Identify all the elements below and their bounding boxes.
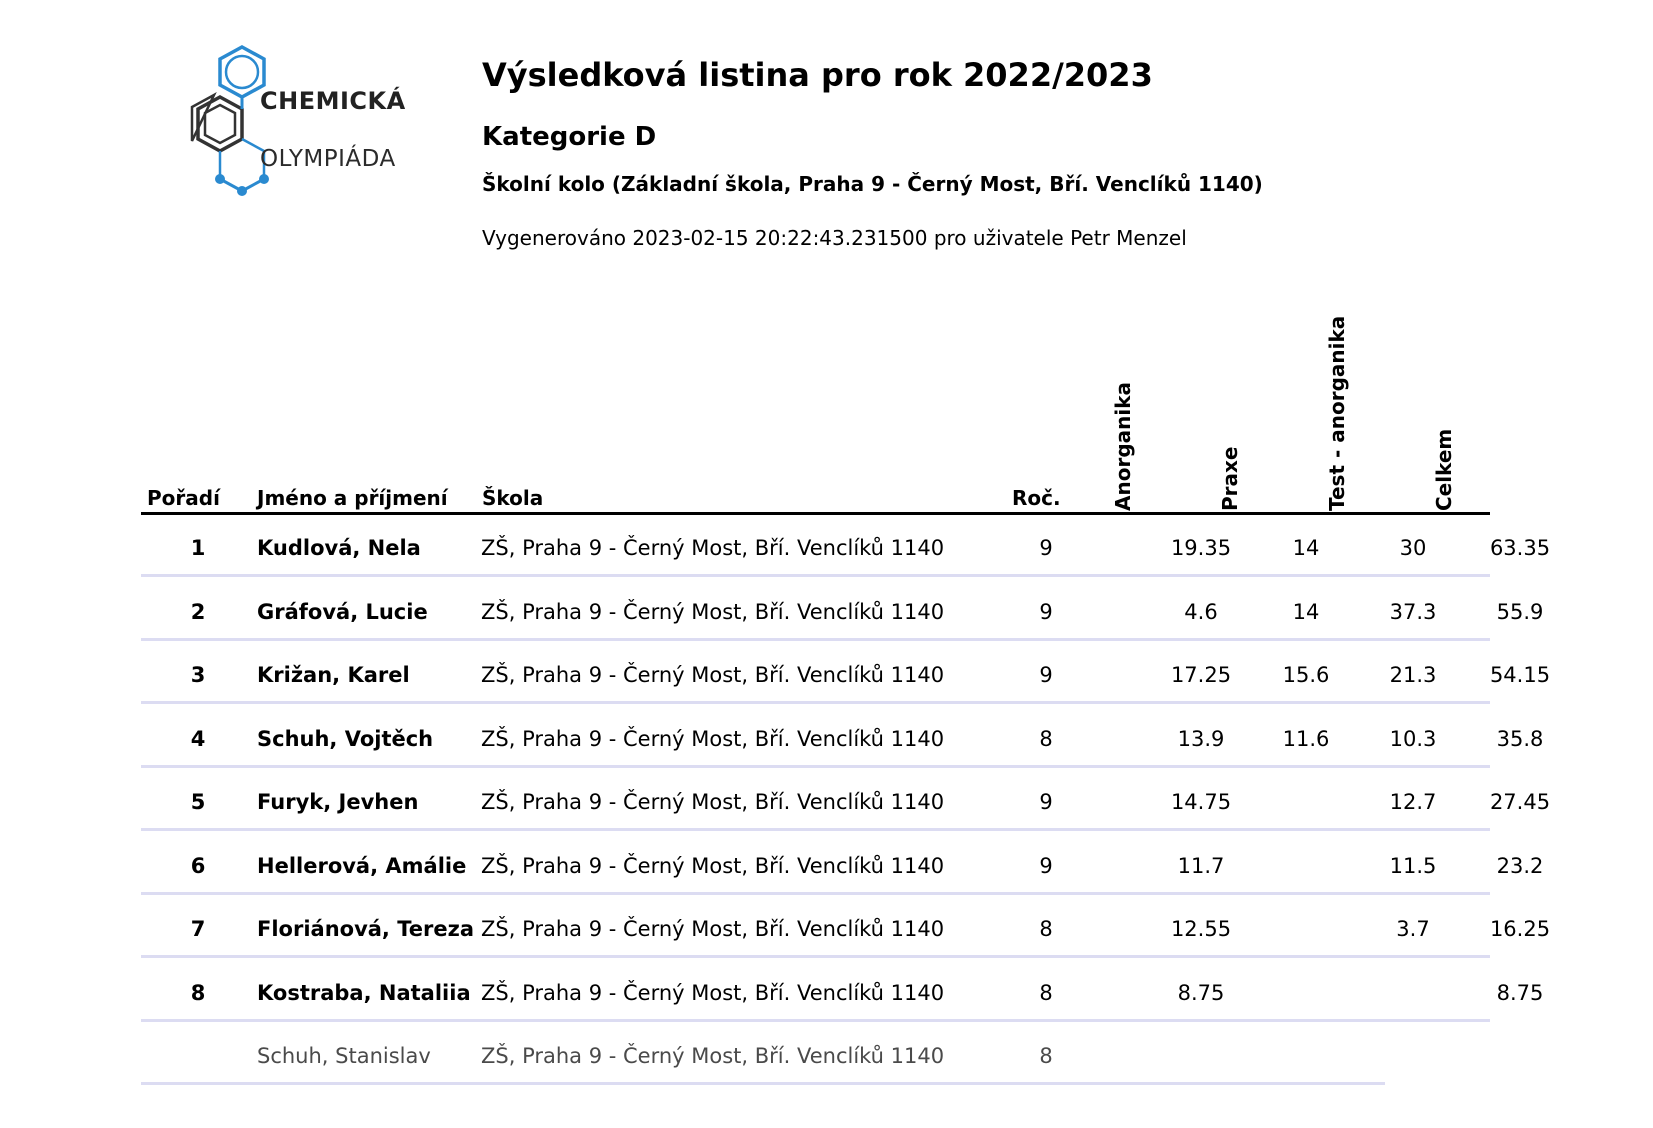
cell-test: 12.7 bbox=[1389, 790, 1437, 814]
row-divider bbox=[141, 1082, 1385, 1085]
cell-school: ZŠ, Praha 9 - Černý Most, Bří. Venclíků 1140 bbox=[481, 980, 945, 1005]
cell-year: 8 bbox=[1039, 917, 1053, 941]
table-row bbox=[141, 895, 1551, 958]
table-row bbox=[141, 768, 1551, 831]
header-praxe: Praxe bbox=[1218, 446, 1242, 511]
cell-anorganika: 11.7 bbox=[1177, 853, 1225, 878]
cell-anorganika: 12.55 bbox=[1170, 917, 1232, 941]
cell-name: Gráfová, Lucie bbox=[257, 599, 428, 624]
cell-anorganika: 17.25 bbox=[1170, 663, 1232, 687]
cell-test: 37.3 bbox=[1389, 599, 1437, 624]
cell-total: 55.9 bbox=[1496, 599, 1544, 624]
cell-total: 27.45 bbox=[1489, 790, 1551, 814]
cell-praxe: 14 bbox=[1292, 599, 1320, 624]
cell-test: 11.5 bbox=[1389, 853, 1437, 878]
cell-name: Kudlová, Nela bbox=[257, 536, 421, 560]
cell-school: ZŠ, Praha 9 - Černý Most, Bří. Venclíků 1140 bbox=[481, 536, 945, 560]
table-row bbox=[141, 641, 1551, 704]
cell-year: 9 bbox=[1039, 536, 1053, 560]
cell-rank: 5 bbox=[190, 790, 206, 814]
cell-anorganika: 19.35 bbox=[1170, 536, 1232, 560]
cell-name: Hellerová, Amálie bbox=[257, 853, 467, 878]
cell-name: Križan, Karel bbox=[257, 663, 410, 687]
cell-name: Furyk, Jevhen bbox=[257, 790, 419, 814]
cell-rank: 7 bbox=[190, 917, 206, 941]
cell-praxe: 11.6 bbox=[1282, 726, 1330, 751]
cell-year: 8 bbox=[1039, 980, 1053, 1005]
cell-total: 23.2 bbox=[1496, 853, 1544, 878]
page-title: Výsledková listina pro rok 2022/2023 bbox=[482, 56, 1153, 94]
cell-anorganika: 14.75 bbox=[1170, 790, 1232, 814]
cell-school: ZŠ, Praha 9 - Černý Most, Bří. Venclíků 1140 bbox=[481, 1044, 945, 1068]
cell-rank: 3 bbox=[190, 663, 206, 687]
cell-rank: 1 bbox=[190, 536, 206, 560]
cell-total: 54.15 bbox=[1489, 663, 1551, 687]
cell-year: 9 bbox=[1039, 599, 1053, 624]
header-rank: Pořadí bbox=[147, 486, 220, 510]
cell-school: ZŠ, Praha 9 - Černý Most, Bří. Venclíků 1140 bbox=[481, 853, 945, 878]
cell-year: 9 bbox=[1039, 790, 1053, 814]
category-heading: Kategorie D bbox=[482, 122, 657, 152]
cell-total: 35.8 bbox=[1496, 726, 1544, 751]
cell-test: 30 bbox=[1399, 536, 1427, 560]
table-row bbox=[141, 959, 1544, 1022]
cell-name: Schuh, Vojtěch bbox=[257, 726, 434, 751]
chemicka-olympiada-logo bbox=[178, 45, 418, 220]
table-row bbox=[141, 1022, 1490, 1085]
cell-rank: 8 bbox=[190, 980, 206, 1005]
cell-name: Floriánová, Tereza bbox=[257, 917, 474, 941]
generated-info: Vygenerováno 2023-02-15 20:22:43.231500 pro uživatele Petr Menzel bbox=[482, 226, 1187, 250]
header-school: Škola bbox=[482, 486, 544, 510]
cell-total: 63.35 bbox=[1489, 536, 1551, 560]
cell-praxe: 14 bbox=[1292, 536, 1320, 560]
cell-rank: 6 bbox=[190, 853, 206, 878]
cell-name: Kostraba, Nataliia bbox=[257, 980, 471, 1005]
cell-test: 3.7 bbox=[1396, 917, 1430, 941]
cell-anorganika: 4.6 bbox=[1184, 599, 1218, 624]
header-year: Roč. bbox=[1012, 486, 1061, 510]
table-row bbox=[141, 514, 1551, 577]
logo-text-olympiada: OLYMPIÁDA bbox=[260, 146, 396, 172]
cell-school: ZŠ, Praha 9 - Černý Most, Bří. Venclíků 1140 bbox=[481, 599, 945, 624]
table-row bbox=[141, 578, 1544, 641]
cell-school: ZŠ, Praha 9 - Černý Most, Bří. Venclíků 1140 bbox=[481, 663, 945, 687]
cell-year: 9 bbox=[1039, 663, 1053, 687]
cell-rank: 4 bbox=[190, 726, 206, 751]
cell-school: ZŠ, Praha 9 - Černý Most, Bří. Venclíků 1140 bbox=[481, 790, 945, 814]
header-test-anorganika: Test - anorganika bbox=[1325, 315, 1349, 511]
cell-year: 8 bbox=[1039, 726, 1053, 751]
cell-name: Schuh, Stanislav bbox=[257, 1044, 431, 1068]
cell-anorganika: 8.75 bbox=[1177, 980, 1225, 1005]
header-total: Celkem bbox=[1432, 428, 1456, 511]
cell-rank: 2 bbox=[190, 599, 206, 624]
cell-total: 8.75 bbox=[1496, 980, 1544, 1005]
cell-school: ZŠ, Praha 9 - Černý Most, Bří. Venclíků 1140 bbox=[481, 917, 945, 941]
cell-anorganika: 13.9 bbox=[1177, 726, 1225, 751]
cell-year: 8 bbox=[1039, 1044, 1053, 1068]
cell-test: 10.3 bbox=[1389, 726, 1437, 751]
logo-text-chemicka: CHEMICKÁ bbox=[260, 87, 406, 115]
cell-school: ZŠ, Praha 9 - Černý Most, Bří. Venclíků 1140 bbox=[481, 726, 945, 751]
hexagon-molecule-icon bbox=[178, 45, 418, 220]
cell-total: 16.25 bbox=[1489, 917, 1551, 941]
cell-test: 21.3 bbox=[1389, 663, 1437, 687]
header-name: Jméno a příjmení bbox=[257, 486, 448, 510]
table-row bbox=[141, 832, 1544, 895]
round-subtitle: Školní kolo (Základní škola, Praha 9 - Černý Most, Bří. Venclíků 1140) bbox=[482, 172, 1263, 196]
cell-year: 9 bbox=[1039, 853, 1053, 878]
table-row bbox=[141, 705, 1544, 768]
header-anorganika: Anorganika bbox=[1111, 381, 1135, 511]
cell-praxe: 15.6 bbox=[1282, 663, 1330, 687]
